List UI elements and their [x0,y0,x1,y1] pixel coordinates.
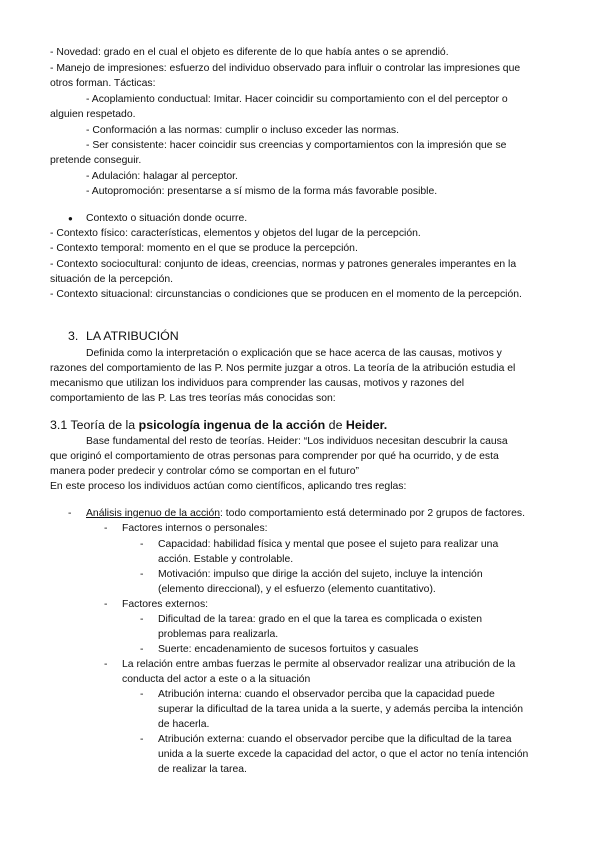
tactic-conformacion: - Conformación a las normas: cumplir o incluso exceder las normas. [86,125,399,136]
contexto-sociocultural-1: - Contexto sociocultural: conjunto de ideas, creencias, normas y patrones generales imperantes en la [50,259,517,270]
internos-title: Factores internos o personales: [122,523,268,534]
bullet-icon: ● [68,214,73,223]
teoria-text-1: Base fundamental del resto de teorías. Heider: “Los individuos necesitan descubrir la causa [86,436,508,447]
teoria-text-2: que originó el comportamiento de otras personas para comprender por qué ha ocurrido, y de esta [50,451,499,462]
contexto-fisico: - Contexto físico: características, elementos y objetos del lugar de la percepción. [50,228,421,239]
externa-1: Atribución externa: cuando el observador percibe que la dificultad de la tarea [158,734,512,745]
capacidad-2: acción. Estable y controlable. [158,554,294,565]
atribucion-text-4: comportamiento de las P. Las tres teorías más conocidas son: [50,393,336,404]
subsection-bold-2: Heider. [345,418,388,432]
analisis-label: Análisis ingenuo de la acción [86,508,221,519]
atribucion-text-2: razones del comportamiento de las P. Nos permite juzgar a otros. La teoría de la atribución estudia el [50,363,516,374]
dash: - [140,614,144,625]
capacidad-1: Capacidad: habilidad física y mental que posee el sujeto para realizar una [158,539,499,550]
contexto-temporal: - Contexto temporal: momento en el que se produce la percepción. [50,243,358,254]
suerte: Suerte: encadenamiento de sucesos fortuitos y casuales [158,644,419,655]
dificultad-1: Dificultad de la tarea: grado en el que la tarea es complicada o existen [158,614,483,625]
subsection-heading [50,417,387,433]
motivacion-1: Motivación: impulso que dirige la acción del sujeto, incluye la intención [158,569,483,580]
dash: - [140,734,144,745]
contexto-situacional: - Contexto situacional: circunstancias o condiciones que se producen en el momento de la percepción. [50,289,522,300]
relacion-2: conducta del actor a este o a la situación [122,674,311,685]
interna-2: superar la dificultad de la tarea unida a la suerte, y además perciba la intención [158,704,524,715]
externos-title: Factores externos: [122,599,209,610]
contexto-sociocultural-2: situación de la percepción. [50,274,174,285]
dash: - [104,523,108,534]
analisis-rest: : todo comportamiento está determinado por 2 grupos de factores. [220,508,525,519]
section-title: LA ATRIBUCIÓN [86,329,179,343]
manejo-line-2: otros forman. Tácticas: [50,78,156,89]
contexto-title: Contexto o situación donde ocurre. [86,213,248,224]
analisis-dash: - [68,508,72,519]
tactic-consistente-1: - Ser consistente: hacer coincidir sus creencias y comportamientos con la impresión que se [86,140,507,151]
dash: - [140,689,144,700]
tactic-acoplamiento-2: alguien respetado. [50,109,136,120]
dash: - [140,569,144,580]
dash: - [104,659,108,670]
manejo-line-1: - Manejo de impresiones: esfuerzo del individuo observado para influir o controlar las impresiones que [50,63,521,74]
tactic-autopromocion: - Autopromoción: presentarse a sí mismo de la forma más favorable posible. [86,186,438,197]
novedad-line: - Novedad: grado en el cual el objeto es diferente de lo que había antes o se aprendió. [50,47,449,58]
teoria-text-4: En este proceso los individuos actúan como científicos, aplicando tres reglas: [50,481,407,492]
dash: - [140,644,144,655]
teoria-text-3: manera poder predecir y controlar cómo se comportan en el futuro” [50,466,359,477]
section-number: 3. [68,329,79,343]
atribucion-text-3: mecanismo que utilizan los individuos para comprender las causas, motivos y razones del [50,378,465,389]
subsection-mid: de [325,418,346,432]
subsection-prefix: 3.1 Teoría de la [50,418,139,432]
tactic-acoplamiento-1: - Acoplamiento conductual: Imitar. Hacer coincidir su comportamiento con el del perceptor o [86,94,508,105]
tactic-consistente-2: pretende conseguir. [50,155,142,166]
dash: - [140,539,144,550]
analisis-line [86,507,525,521]
atribucion-text-1: Definida como la interpretación o explicación que se hace acerca de las causas, motivos y [86,348,502,359]
externa-2: unida a la suerte excede la capacidad del actor, o que el actor no tenía intención [158,749,529,760]
subsection-bold-1: psicología ingenua de la acción [138,418,326,432]
interna-1: Atribución interna: cuando el observador perciba que la capacidad puede [158,689,495,700]
dificultad-2: problemas para realizarla. [158,629,279,640]
externa-3: de realizar la tarea. [158,764,247,775]
motivacion-2: (elemento direccional), y el esfuerzo (elemento cuantitativo). [158,584,436,595]
tactic-adulacion: - Adulación: halagar al perceptor. [86,171,238,182]
relacion-1: La relación entre ambas fuerzas le permite al observador realizar una atribución de la [122,659,516,670]
dash: - [104,599,108,610]
interna-3: de hacerla. [158,719,210,730]
